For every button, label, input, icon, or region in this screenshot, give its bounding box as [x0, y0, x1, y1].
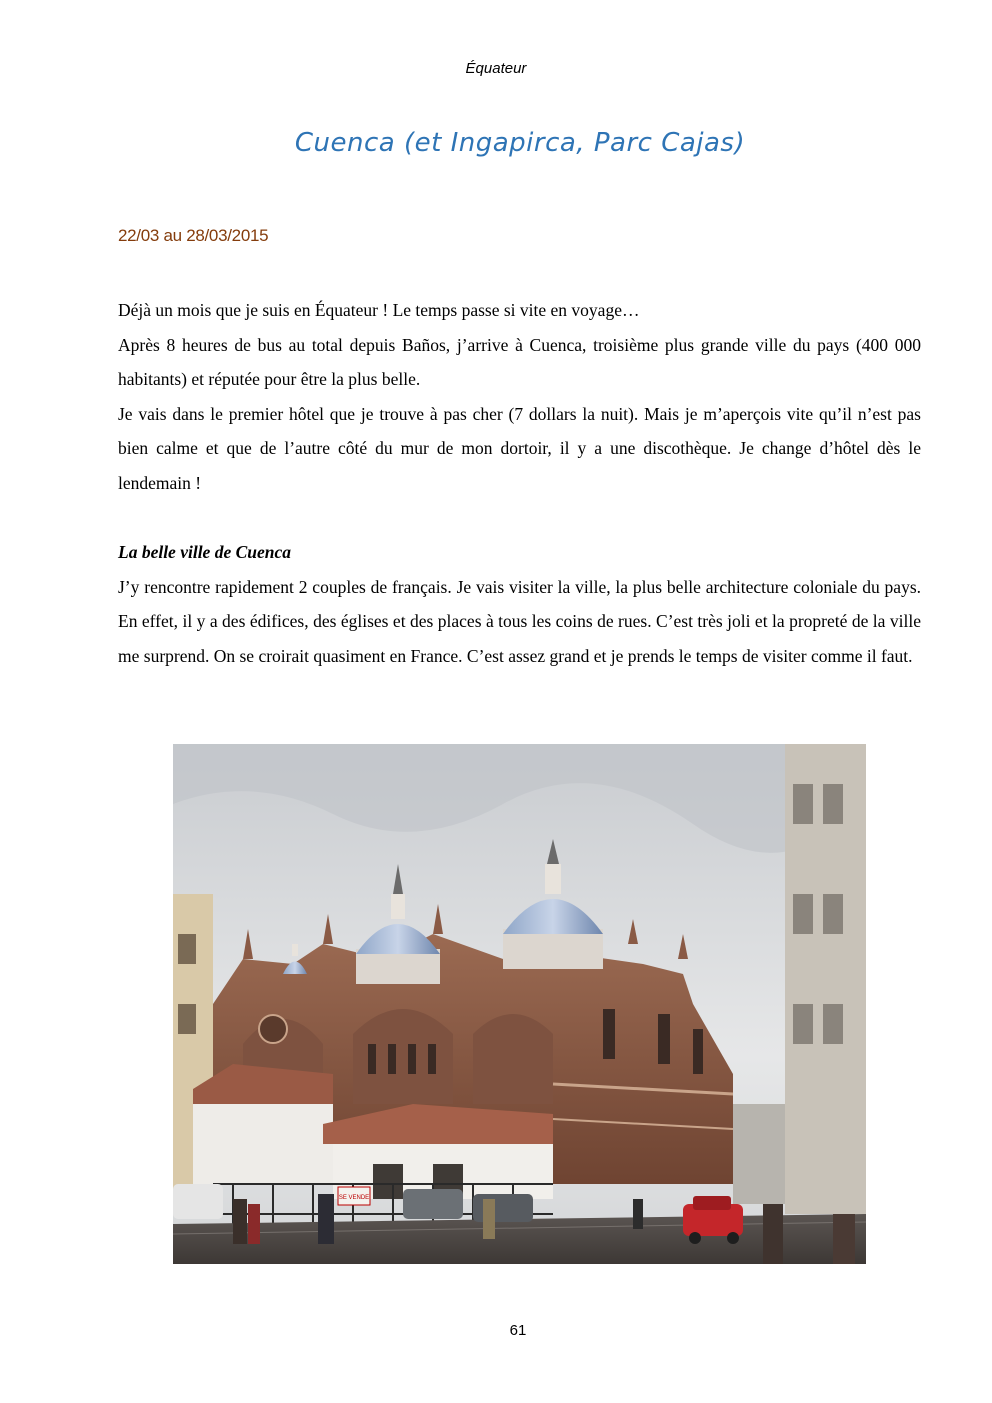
running-header: Équateur — [465, 60, 527, 77]
date-range: 22/03 au 28/03/2015 — [118, 226, 269, 245]
intro-text — [118, 293, 921, 500]
intro-paragraph-2: Après 8 heures de bus au total depuis Baños, j’arrive à Cuenca, troisième plus grande ville du pays (400 000 habitants) et réputée pour être la plus belle. — [118, 334, 921, 389]
chapter-title: Cuenca (et Ingapirca, Parc Cajas) — [294, 128, 746, 158]
for-sale-sign: SE VENDE — [338, 1195, 370, 1201]
cathedral-photo — [173, 744, 866, 1264]
section-heading: La belle ville de Cuenca — [118, 542, 292, 562]
intro-paragraph-1: Déjà un mois que je suis en Équateur ! Le temps passe si vite en voyage… — [118, 300, 640, 320]
section-belle-ville — [118, 535, 921, 673]
page-number: 61 — [509, 1322, 527, 1339]
section-paragraph: J’y rencontre rapidement 2 couples de français. Je vais visiter la ville, la plus belle architecture coloniale du pays. En effet, il y a des édifices, des églises et des places à tous les coins de rues. C’est très joli et la propreté de la ville me surprend. On se croirait quasiment en France. C’est assez grand et je prends le temps de visiter comme il faut. — [118, 576, 921, 666]
intro-paragraph-3: Je vais dans le premier hôtel que je trouve à pas cher (7 dollars la nuit). Mais je m’aperçois vite qu’il n’est pas bien calme et que de l’autre côté du mur de mon dortoir, il y a une discothèque. Je change d’hôtel dès le lendemain ! — [118, 403, 921, 493]
